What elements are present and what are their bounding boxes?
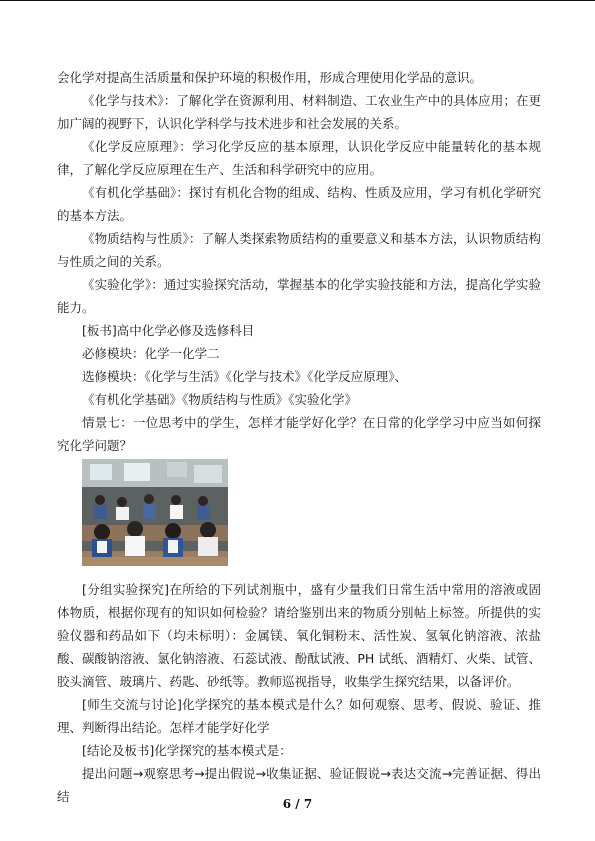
paragraph-8: 必修模块：化学一化学二 — [82, 346, 220, 361]
page-number: 6 / 7 — [282, 797, 313, 811]
paragraph-15: 提出问题→观察思考→提出假说→收集证据、验证假说→表达交流→完善证据、得出结 — [57, 766, 541, 804]
header-rule — [0, 0, 595, 1]
paragraph-7: [板书]高中化学必修及选修科目 — [82, 323, 255, 338]
paragraph-9: 选修模块：《化学与生活》《化学与技术》《化学反应原理》、 — [82, 369, 408, 384]
paragraph-10: 《有机化学基础》《物质结构与性质》《实验化学》 — [82, 392, 358, 407]
paragraph-3: 《化学反应原理》：学习化学反应的基本原理，认识化学反应中能量转化的基本规律，了解化学反应原理在生产、生活和科学研究中的应用。 — [57, 139, 541, 177]
paragraph-14: [结论及板书]化学探究的基本模式是： — [82, 743, 292, 758]
document-body — [57, 66, 541, 808]
paragraph-11: 情景七：一位思考中的学生，怎样才能学好化学？在日常的化学学习中应当如何探究化学问题？ — [57, 415, 541, 453]
paragraph-12: [分组实验探究]在所给的下列试剂瓶中，盛有少量我们日常生活中常用的溶液或固体物质，根据你现有的知识如何检验？请给鉴别出来的物质分别帖上标签。所提供的实验仪器和药品如下（均未标明）：金属镁、氧化铜粉末、活性炭、氢氧化钠溶液、浓盐酸、碳酸钠溶液、氯化钠溶液、石蕊试液、酚酞试液、PH 试纸、酒精灯、火柴、试管、胶头滴管、玻璃片、药匙、砂纸等。教师巡视指导，收集学生探究结果，以备评价。 — [57, 582, 541, 689]
classroom-photo — [82, 459, 228, 566]
paragraph-6: 《实验化学》：通过实验探究活动，掌握基本的化学实验技能和方法，提高化学实验能力。 — [57, 277, 541, 315]
paragraph-4: 《有机化学基础》：探讨有机化合物的组成、结构、性质及应用，学习有机化学研究的基本方法。 — [57, 185, 541, 223]
photo-container — [57, 459, 541, 578]
paragraph-13: [师生交流与讨论]化学探究的基本模式是什么？如何观察、思考、假说、验证、推理、判断得出结论。怎样才能学好化学 — [57, 697, 541, 735]
paragraph-5: 《物质结构与性质》：了解人类探索物质结构的重要意义和基本方法，认识物质结构与性质之间的关系。 — [57, 231, 541, 269]
paragraph-1: 会化学对提高生活质量和保护环境的积极作用，形成合理使用化学品的意识。 — [57, 70, 483, 85]
paragraph-2: 《化学与技术》：了解化学在资源利用、材料制造、工农业生产中的具体应用；在更加广阔的视野下，认识化学科学与技术进步和社会发展的关系。 — [57, 93, 541, 131]
classroom-illustration — [82, 459, 228, 566]
